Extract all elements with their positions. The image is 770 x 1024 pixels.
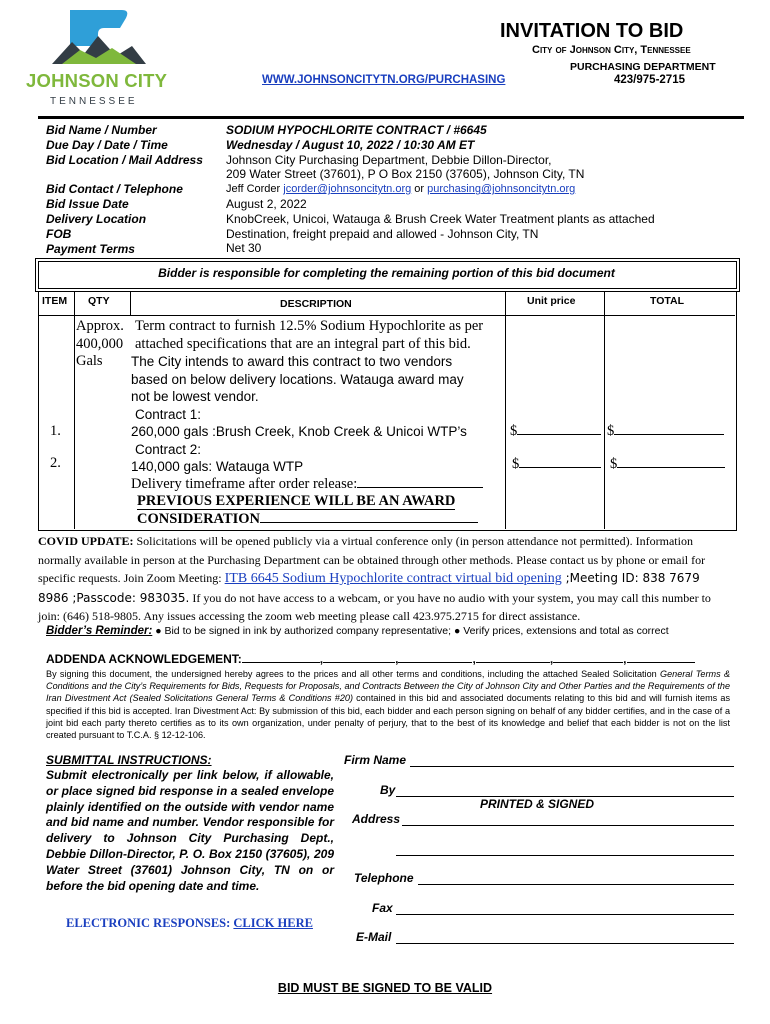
meeting-id: ;Meeting ID: 838 7679 8986 ;Passcode: 983035.: [38, 571, 700, 605]
submittal-title: SUBMITTAL INSTRUCTIONS:: [46, 753, 212, 767]
delivery-timeframe-input[interactable]: [357, 487, 483, 488]
addenda-terms: By signing this document, the undersigned hereby agrees to the prices and all other terms and conditions, including the attached Sealed Solicitation General Terms & Conditions and the City’s Requirements for Bids, Requests for Proposals, and Contracts Between the City of Johnson City and Other Parties and the Requirements of the Iran Divestment Act (Sealed Solicitations General Terms & Conditions #20) contained in this bid and associated documents relating to this bid and will furnish items as specified if this bid is accepted. Iran Divestment Act: By submission of this bid, each bidder and each person signing on behalf of any bidder certifies, and in the case of a joint bid each party thereto certifies as to its own organization, under penalty of perjury, that to the best of its knowledge and belief that each bidder is not on the list created pursuant to T.C.A. § 12-12-106.: [46, 669, 731, 741]
city-name: City of Johnson City, Tennessee: [532, 44, 691, 56]
addenda-input-3[interactable]: [398, 662, 472, 663]
issue-date-value: August 2, 2022: [226, 196, 307, 211]
item-2-total[interactable]: $: [610, 456, 725, 474]
addenda-acknowledgement: ADDENDA ACKNOWLEDGEMENT: , , , , ,: [46, 652, 695, 666]
city-logo: [22, 6, 172, 108]
bid-info-labels: [46, 123, 226, 256]
addenda-input-2[interactable]: [323, 662, 395, 663]
by-label: By: [380, 783, 396, 797]
logo-name: JOHNSON CITY: [26, 70, 168, 91]
payment-terms-value: Net 30: [226, 241, 262, 256]
logo-state: TENNESSEE: [50, 96, 138, 107]
covid-label: COVID UPDATE:: [38, 534, 134, 548]
fob-value: Destination, freight prepaid and allowed - Johnson City, TN: [226, 226, 539, 241]
telephone-input[interactable]: [418, 884, 734, 885]
description-line: Term contract to furnish 12.5% Sodium Hypochlorite as per: [135, 318, 484, 334]
addenda-input-1[interactable]: [242, 662, 320, 663]
bid-location-value-2: 209 Water Street (37601), P O Box 2150 (37605), Johnson City, TN: [226, 167, 585, 182]
department-phone: 423/975-2715: [614, 74, 685, 86]
purchasing-website-link[interactable]: WWW.JOHNSONCITYTN.ORG/PURCHASING: [262, 74, 506, 86]
item-2-number: 2.: [50, 455, 61, 471]
address-input[interactable]: [402, 825, 734, 826]
email-label: E-Mail: [356, 930, 392, 944]
fob-label: FOB: [46, 226, 72, 241]
purchasing-email-link[interactable]: purchasing@johnsoncitytn.org: [427, 183, 576, 196]
qty-line: Gals: [76, 353, 103, 369]
bidder-note: Bidder is responsible for completing the remaining portion of this bid document: [158, 266, 615, 280]
description-line: The City intends to award this contract to two vendors: [131, 354, 453, 369]
item-1-total[interactable]: $: [607, 423, 724, 441]
address-label: Address: [352, 812, 401, 826]
experience-line-1: PREVIOUS EXPERIENCE WILL BE AN AWARD: [137, 493, 456, 509]
contract-2-label: Contract 2:: [135, 441, 202, 457]
signature-required-notice: BID MUST BE SIGNED TO BE VALID: [277, 981, 493, 995]
bid-info-values: [226, 123, 746, 256]
experience-line-2: CONSIDERATION: [131, 511, 503, 529]
printed-signed-label: PRINTED & SIGNED: [480, 797, 595, 811]
qty-cell: [76, 318, 124, 371]
col-description-header: DESCRIPTION: [280, 298, 352, 310]
department-name: PURCHASING DEPARTMENT: [570, 61, 716, 73]
qty-line: 400,000: [76, 335, 124, 352]
item-1-number: 1.: [50, 423, 61, 439]
col-unit-price-header: Unit price: [527, 295, 576, 307]
telephone-label: Telephone: [354, 871, 414, 885]
contract-2-detail: 140,000 gals: Watauga WTP: [131, 459, 304, 474]
col-qty-header: QTY: [88, 295, 110, 307]
description-line: attached specifications that are an integral part of this bid.: [135, 335, 471, 352]
bid-location-label: Bid Location / Mail Address: [46, 152, 203, 167]
zoom-meeting-link[interactable]: ITB 6645 Sodium Hypochlorite contract virtual bid opening: [224, 571, 562, 587]
contact-or: or: [414, 183, 425, 196]
contact-email-link[interactable]: jcorder@johnsoncitytn.org: [283, 183, 412, 196]
col-item-header: ITEM: [42, 295, 68, 307]
email-input[interactable]: [396, 943, 734, 944]
description-line: not be lowest vendor.: [131, 389, 259, 404]
contract-1-detail: 260,000 gals :Brush Creek, Knob Creek & Unicoi WTP’s: [131, 424, 467, 439]
item-1-unit-price[interactable]: $: [510, 423, 601, 441]
click-here-link[interactable]: CLICK HERE: [233, 916, 313, 930]
firm-name-label: Firm Name: [344, 753, 407, 767]
description-cell: [131, 318, 503, 528]
bid-location-value-1: Johnson City Purchasing Department, Debbie Dillon-Director,: [226, 152, 552, 167]
submittal-body: Submit electronically per link below, if allowable, or place signed bid response in a sealed envelope plainly identified on the outside with vendor name and bid name and number. Vendor responsible for delivery to Johnson City Purchasing Dept., Debbie Dillon-Director, P. O. Box 2150 (37605), 209 Water Street (37601) Johnson City, TN on or before the bid opening date and time.: [46, 768, 334, 893]
covid-update: COVID UPDATE: Solicitations will be opened publicly via a virtual conference only (in person attendance not permitted). Information normally available in person at the Purchasing Department can be obtained through other methods. Please contact us by phone or email for specific requests. Join Zoom Meeting: ITB 6645 Sodium Hypochlorite contract virtual bid opening ;Meeting ID: 838 7679 8986 ;Passcode: 983035. If you do not have access to a webcam, or you have no audio with your system, you may call this number to join: (646) 518-9805. Any issues accessing the zoom web meeting please call 423.975.2715 for direct assistance.: [38, 534, 711, 624]
due-date-label: Due Day / Date / Time: [46, 137, 168, 152]
col-total-header: TOTAL: [650, 295, 685, 307]
fax-label: Fax: [372, 901, 393, 915]
page-title: INVITATION TO BID: [500, 20, 684, 42]
item-2-unit-price[interactable]: $: [512, 456, 601, 474]
delivery-location-label: Delivery Location: [46, 211, 147, 226]
bid-contact-label: Bid Contact / Telephone: [46, 182, 183, 197]
description-line: based on below delivery locations. Watauga award may: [131, 371, 464, 387]
delivery-location-value: KnobCreek, Unicoi, Watauga & Brush Creek Water Treatment plants as attached: [226, 211, 655, 226]
addenda-input-5[interactable]: [553, 662, 623, 663]
address-input-2[interactable]: [396, 855, 734, 856]
contract-1-label: Contract 1:: [135, 406, 202, 422]
bid-name-value: SODIUM HYPOCHLORITE CONTRACT / #6645: [226, 123, 487, 137]
qty-line: Approx.: [76, 318, 124, 334]
contact-name: Jeff Corder: [226, 183, 281, 196]
fax-input[interactable]: [396, 914, 734, 915]
logo-mark-icon: [22, 6, 172, 108]
bidders-reminder: Bidder’s Reminder: ● Bid to be signed in ink by authorized company representative; ● Verify prices, extensions and total as correct: [46, 625, 669, 637]
addenda-input-6[interactable]: [627, 662, 695, 663]
firm-name-input[interactable]: [410, 766, 734, 767]
bid-name-label: Bid Name / Number: [46, 123, 157, 137]
electronic-responses: ELECTRONIC RESPONSES: CLICK HERE: [66, 916, 313, 930]
due-date-value: Wednesday / August 10, 2022 / 10:30 AM ET: [226, 137, 475, 152]
bid-contact-value: [226, 182, 746, 197]
payment-terms-label: Payment Terms: [46, 241, 135, 256]
issue-date-label: Bid Issue Date: [46, 197, 129, 212]
addenda-input-4[interactable]: [476, 662, 550, 663]
delivery-timeframe: Delivery timeframe after order release:: [131, 476, 503, 494]
